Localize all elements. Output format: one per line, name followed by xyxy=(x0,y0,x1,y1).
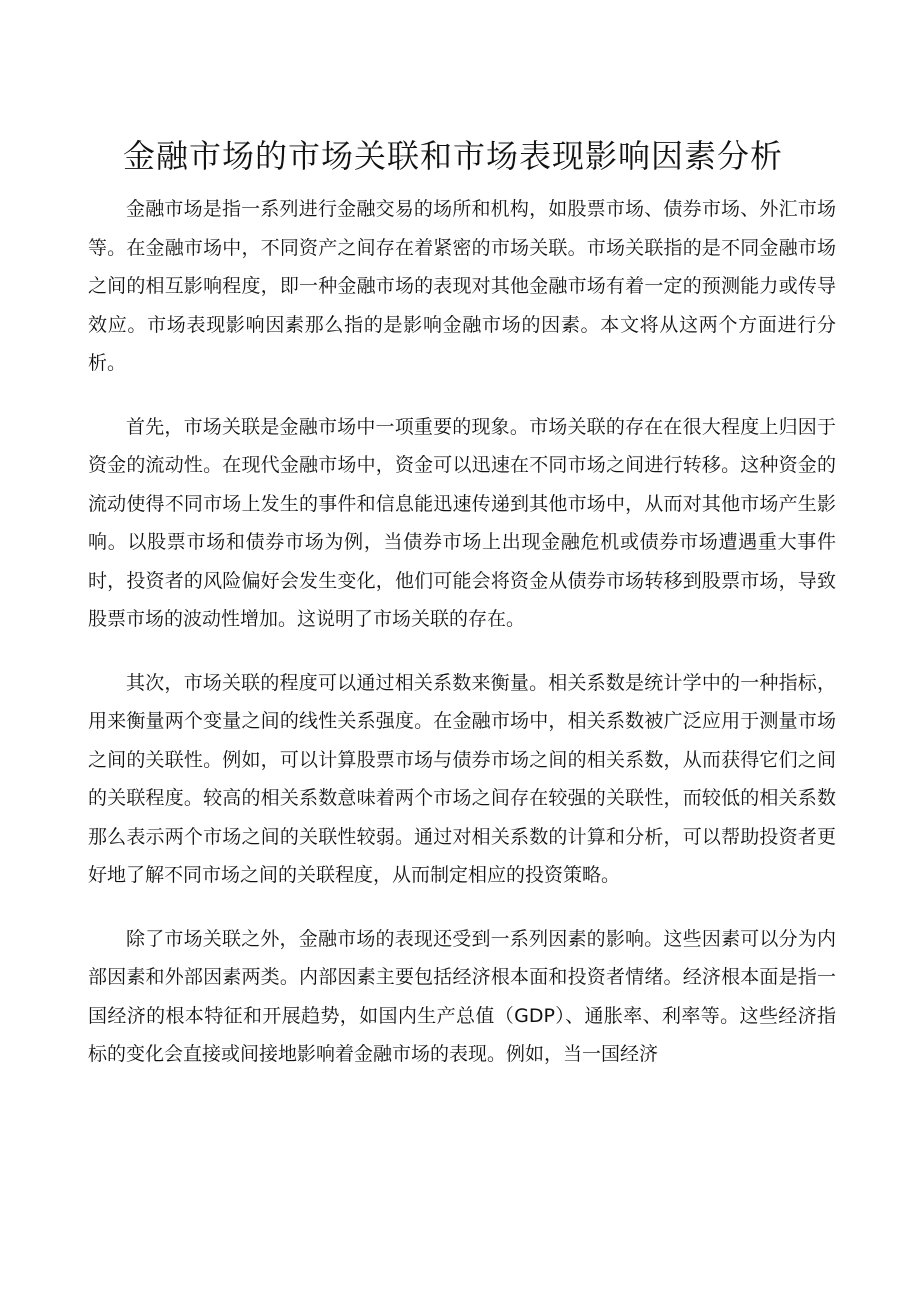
paragraph-intro: 金融市场是指一系列进行金融交易的场所和机构，如股票市场、债券市场、外汇市场等。在金融市场中，不同资产之间存在着紧密的市场关联。市场关联指的是不同金融市场之间的相互影响程度，即一种金融市场的表现对其他金融市场有着一定的预测能力或传导效应。市场表现影响因素那么指的是影响金融市场的因素。本文将从这两个方面进行分析。 xyxy=(88,198,836,374)
document-body xyxy=(88,190,836,1099)
paragraph-market-correlation: 首先，市场关联是金融市场中一项重要的现象。市场关联的存在在很大程度上归因于资金的流动性。在现代金融市场中，资金可以迅速在不同市场之间进行转移。这种资金的流动使得不同市场上发生的事件和信息能迅速传递到其他市场中，从而对其他市场产生影响。以股票市场和债券市场为例，当债券市场上出现金融危机或债券市场遭遇重大事件时，投资者的风险偏好会发生变化，他们可能会将资金从债券市场转移到股票市场，导致股票市场的波动性增加。这说明了市场关联的存在。 xyxy=(88,415,836,630)
paragraph-correlation-coefficient: 其次，市场关联的程度可以通过相关系数来衡量。相关系数是统计学中的一种指标，用来衡量两个变量之间的线性关系强度。在金融市场中，相关系数被广泛应用于测量市场之间的关联性。例如，可以计算股票市场与债券市场之间的相关系数，从而获得它们之间的关联程度。较高的相关系数意味着两个市场之间存在较强的关联性，而较低的相关系数那么表示两个市场之间的关联性较弱。通过对相关系数的计算和分析，可以帮助投资者更好地了解不同市场之间的关联程度，从而制定相应的投资策略。 xyxy=(88,671,836,886)
paragraph-influencing-factors: 除了市场关联之外，金融市场的表现还受到一系列因素的影响。这些因素可以分为内部因素和外部因素两类。内部因素主要包括经济根本面和投资者情绪。经济根本面是指一国经济的根本特征和开展趋势，如国内生产总值（GDP）、通胀率、利率等。这些经济指标的变化会直接或间接地影响着金融市场的表现。例如，当一国经济 xyxy=(88,927,836,1065)
document-title: 金融市场的市场关联和市场表现影响因素分析 xyxy=(123,137,784,175)
